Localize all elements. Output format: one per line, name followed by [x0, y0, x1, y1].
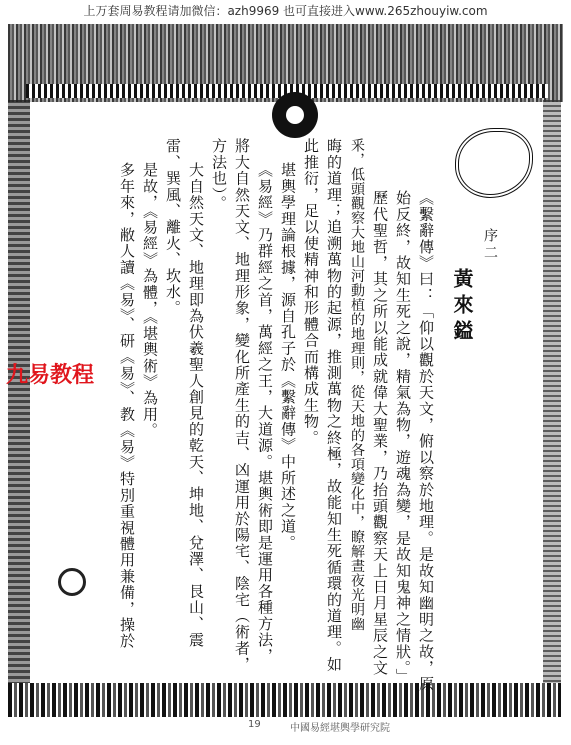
text-column-11: 大自然天文、地理即為伏羲聖人創見的乾天、坤地、兌澤、艮山、震	[187, 162, 205, 648]
page-footer	[0, 716, 571, 738]
text-column-10: 方法也）。	[210, 138, 228, 212]
text-column-7: 堪輿學理論根據，源自孔子於《繫辭傳》中所述之道。	[279, 162, 297, 551]
text-column-3: 歷代聖哲，其之所以能成就偉大聖業，乃抬頭觀察天上日月星辰之文	[371, 190, 389, 676]
watermark-logo: 九易教程	[6, 363, 95, 388]
crest-ornament-icon	[272, 92, 318, 138]
text-column-6: 此推衍，足以使精神和形體合而構成生物。	[302, 138, 320, 446]
ornamental-frame-bottom	[8, 683, 561, 717]
top-banner: 上万套周易教程请加微信：azh9969 也可直接进入www.265zhouyiw.com	[83, 4, 488, 18]
text-column-13: 是故，《易經》為體，《堪輿術》為用。	[141, 162, 159, 439]
ornamental-frame-left	[8, 100, 30, 685]
text-column-2: 始反終，故知生死之說，精氣為物，遊魂為變，是故知鬼神之情狀。」	[394, 190, 412, 685]
author-title: 黃來鎰	[450, 268, 474, 346]
seal-dot-icon	[58, 568, 86, 596]
text-column-1: 《繫辭傳》曰：「仰以觀於天文，俯以察於地理。是故知幽明之故，原	[417, 190, 435, 693]
text-column-9: 將大自然天文、地理形象，變化所產生的吉、凶運用於陽宅、陰宅（術者，	[233, 138, 251, 673]
text-column-8: 《易經》乃群經之首，萬經之王，大道源。堪輿術即是運用各種方法，	[256, 162, 274, 665]
text-column-12: 雷、巽風、離火、坎水。	[164, 138, 182, 317]
text-column-14: 多年來，敝人讀《易》、研《易》、教《易》特別重視體用兼備，操於	[118, 162, 136, 650]
footer-text: 中國易經堪輿學研究院	[290, 723, 390, 734]
page-number: 19	[248, 719, 261, 730]
ornamental-frame-right	[543, 100, 561, 685]
text-column-4: 釆，低頭觀察大地山河動植的地理則，從天地的各項變化中，瞭解晝夜光明幽	[349, 138, 365, 631]
section-label: 序二	[482, 228, 498, 262]
text-column-5: 晦的道理；追溯萬物的起源，推測萬物之終極，故能知生死循環的道理。如	[325, 138, 343, 673]
cloud-ornament-icon	[455, 128, 533, 198]
